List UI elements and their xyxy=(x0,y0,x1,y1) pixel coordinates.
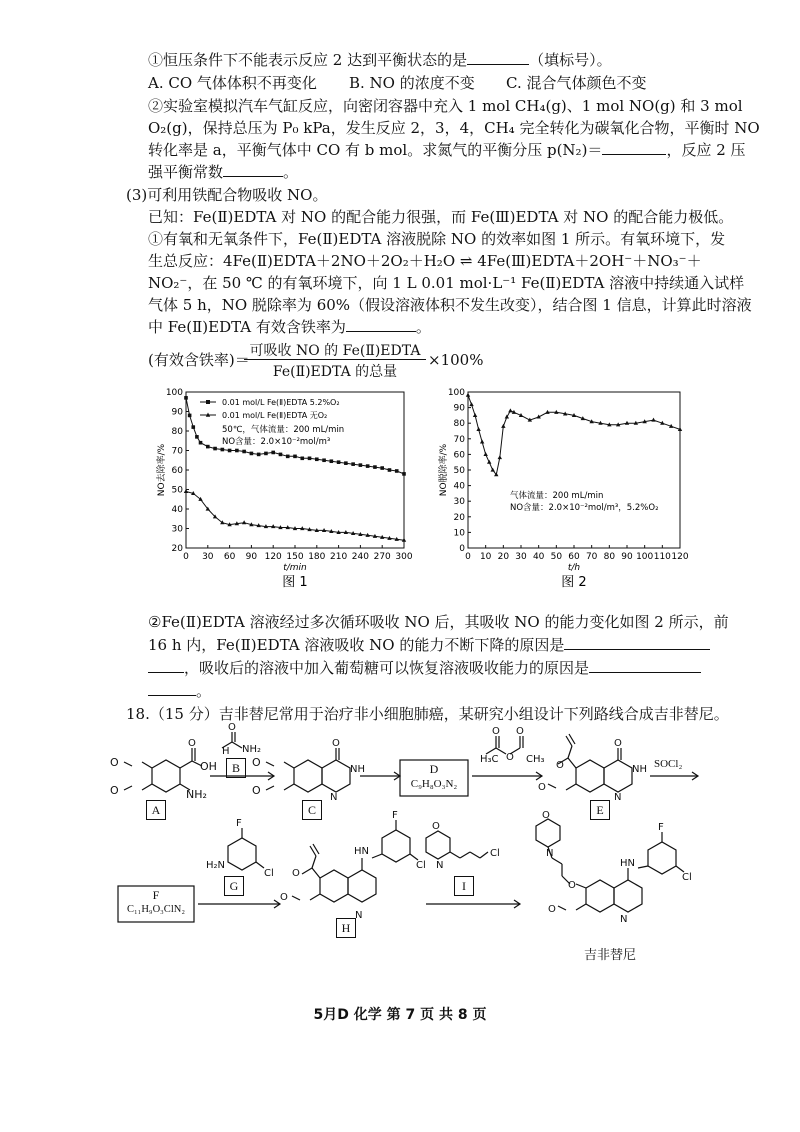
answer-blank[interactable] xyxy=(148,681,196,696)
svg-text:O: O xyxy=(506,752,514,763)
series-line xyxy=(186,398,404,474)
figure-caption: 图 2 xyxy=(561,575,587,590)
svg-text:O: O xyxy=(280,892,288,903)
data-point xyxy=(293,455,297,459)
svg-text:H: H xyxy=(222,746,230,757)
svg-text:O: O xyxy=(542,810,550,821)
q17-p2-l1: ②实验室模拟汽车气缸反应，向密闭容器中充入 1 mol CH₄(g)、1 mol NO(g) 和 3 mol xyxy=(148,97,743,115)
data-point xyxy=(279,453,283,457)
q17-p4-line3 xyxy=(148,658,701,678)
x-tick-label: 270 xyxy=(373,552,391,562)
compound-c-structure xyxy=(266,748,350,792)
data-point xyxy=(480,440,484,444)
svg-text:O: O xyxy=(538,782,546,793)
q17-p3-line3 xyxy=(148,273,744,293)
y-tick-label: 90 xyxy=(453,403,465,414)
q17-p1-text: ①恒压条件下不能表示反应 2 达到平衡状态的是 xyxy=(148,51,468,69)
q17-p4-l4-end: 。 xyxy=(196,682,212,700)
svg-text:O: O xyxy=(492,726,500,737)
x-tick-label: 0 xyxy=(465,552,471,562)
option-c: C. 混合气体颜色不变 xyxy=(506,74,647,92)
formula-rhs-text: ×100% xyxy=(428,351,484,369)
q18-header xyxy=(126,704,729,724)
series-line xyxy=(468,395,680,475)
data-point xyxy=(466,393,470,397)
data-point xyxy=(388,468,392,472)
label-d: D xyxy=(429,762,439,776)
data-point xyxy=(476,427,480,431)
q17-p3-l5-end: 。 xyxy=(415,318,431,336)
legend-marker xyxy=(206,400,210,404)
q17-p4-line1 xyxy=(148,612,729,632)
data-point xyxy=(257,453,261,457)
x-tick-label: 300 xyxy=(395,552,413,562)
figure-caption: 图 1 xyxy=(282,575,308,590)
label-c: C xyxy=(302,800,322,820)
page-footer: 5月D 化学 第 7 页 共 8 页 xyxy=(313,1007,487,1023)
answer-blank[interactable] xyxy=(564,635,710,650)
x-tick-label: 10 xyxy=(479,552,492,562)
svg-text:O: O xyxy=(332,738,340,749)
label-d-formula: C₉H₈O₃N₂ xyxy=(410,778,458,790)
data-point xyxy=(228,449,232,453)
data-point xyxy=(330,459,334,463)
label-i: I xyxy=(454,876,474,896)
x-tick-label: 120 xyxy=(671,552,689,562)
y-tick-label: 30 xyxy=(171,524,183,535)
x-tick-label: 70 xyxy=(585,552,598,562)
x-axis-label: t/h xyxy=(567,563,581,573)
data-point xyxy=(344,461,348,465)
svg-text:O: O xyxy=(516,726,524,737)
x-tick-label: 110 xyxy=(653,552,671,562)
x-tick-label: 60 xyxy=(568,552,580,562)
q17-p4-l1: ②Fe(Ⅱ)EDTA 溶液经过多次循环吸收 NO 后，其吸收 NO 的能力变化如图 2 所示，前 xyxy=(148,613,729,631)
q17-p3-l2: 生总反应：4Fe(Ⅱ)EDTA＋2NO＋2O₂＋H₂O ⇌ 4Fe(Ⅲ)EDTA＋2OH⁻＋NO₃⁻＋ xyxy=(148,252,702,270)
svg-text:HN: HN xyxy=(354,846,369,857)
chart-note: 50℃，气体流量：200 mL/min xyxy=(222,425,345,435)
svg-text:O: O xyxy=(228,722,236,733)
data-point xyxy=(380,466,384,470)
q17-p4-line4 xyxy=(148,681,211,701)
svg-text:H₂N: H₂N xyxy=(206,860,226,871)
svg-text:N: N xyxy=(546,848,554,859)
svg-text:O: O xyxy=(110,756,119,769)
svg-text:O: O xyxy=(568,880,576,891)
data-point xyxy=(242,450,246,454)
x-tick-label: 90 xyxy=(245,552,258,562)
label-h: H xyxy=(336,918,356,938)
compound-g-structure xyxy=(228,828,264,870)
svg-text:O: O xyxy=(432,821,440,832)
answer-blank[interactable] xyxy=(346,317,416,332)
section3-text: (3)可利用铁配合物吸收 NO。 xyxy=(126,186,328,204)
data-point xyxy=(235,449,239,453)
chart-note: NO含量：2.0×10⁻²mol/m³，5.2%O₂ xyxy=(510,503,659,513)
y-tick-label: 30 xyxy=(453,497,465,508)
svg-text:NH₂: NH₂ xyxy=(186,788,207,801)
data-point xyxy=(351,462,355,466)
data-point xyxy=(199,441,203,445)
data-point xyxy=(498,455,502,459)
svg-text:N: N xyxy=(620,914,628,925)
legend-entry: 0.01 mol/L Fe(Ⅱ)EDTA 5.2%O₂ xyxy=(222,398,340,407)
svg-text:O: O xyxy=(110,784,119,797)
series-line xyxy=(186,492,404,541)
formula-lhs-text: (有效含铁率)＝ xyxy=(148,351,250,369)
svg-text:Cl: Cl xyxy=(682,872,692,883)
svg-text:NH: NH xyxy=(632,764,647,775)
q17-p3-l1: ①有氧和无氧条件下，Fe(Ⅱ)EDTA 溶液脱除 NO 的效率如图 1 所示。有氧环境下，发 xyxy=(148,230,726,248)
q17-known xyxy=(148,207,733,227)
svg-text:O: O xyxy=(614,738,622,749)
q17-section3 xyxy=(126,185,327,205)
svg-text:CH₃: CH₃ xyxy=(526,754,545,765)
svg-text:O: O xyxy=(252,756,261,769)
product-label: 吉非替尼 xyxy=(584,948,637,963)
y-tick-label: 80 xyxy=(453,419,465,430)
q17-p2-line1 xyxy=(148,96,743,116)
q17-p2-l4: 强平衡常数 xyxy=(148,163,224,181)
option-b-wrap xyxy=(349,73,475,93)
y-tick-label: 100 xyxy=(165,388,183,398)
data-point xyxy=(242,520,246,524)
q17-options xyxy=(148,73,317,93)
q17-p3-l5: 中 Fe(Ⅱ)EDTA 有效含铁率为 xyxy=(148,318,346,336)
x-tick-label: 60 xyxy=(223,552,236,562)
label-e: E xyxy=(590,800,610,820)
formula-rhs xyxy=(428,350,483,370)
svg-text:O: O xyxy=(548,904,556,915)
q18-header-text: 18.（15 分）吉非替尼常用于治疗非小细胞肺癌，某研究小组设计下列路线合成吉非替尼。 xyxy=(126,705,729,723)
q17-p3-l3: NO₂⁻，在 50 ℃ 的有氧环境下，向 1 L 0.01 mol·L⁻¹ Fe(Ⅱ)EDTA 溶液中持续通入试样 xyxy=(148,274,745,292)
q17-p2-l2: O₂(g)，保持总压为 P₀ kPa，发生反应 2，3，4，CH₄ 完全转化为碳氧化合物，平衡时 NO xyxy=(148,119,760,137)
svg-text:O: O xyxy=(252,784,261,797)
y-tick-label: 90 xyxy=(171,407,183,418)
x-tick-label: 40 xyxy=(532,552,545,562)
formula-numerator: 可吸收 NO 的 Fe(Ⅱ)EDTA xyxy=(249,343,421,359)
label-g: G xyxy=(224,876,244,896)
label-f: F xyxy=(152,888,160,902)
svg-text:HN: HN xyxy=(620,858,635,869)
y-tick-label: 0 xyxy=(459,544,465,554)
data-point xyxy=(337,460,341,464)
compound-h-structure xyxy=(292,820,418,902)
reagent-socl2: SOCl₂ xyxy=(654,758,683,770)
svg-text:N: N xyxy=(330,792,338,803)
answer-blank[interactable] xyxy=(589,658,701,673)
data-point xyxy=(359,463,363,467)
y-tick-label: 40 xyxy=(453,481,465,492)
data-point xyxy=(206,445,210,449)
chart-note: 气体流量：200 mL/min xyxy=(510,491,604,501)
data-point xyxy=(271,451,275,455)
y-tick-label: 10 xyxy=(453,528,465,539)
x-tick-label: 0 xyxy=(183,552,189,562)
data-point xyxy=(213,447,217,451)
y-tick-label: 20 xyxy=(453,512,465,523)
q17-p2-line2 xyxy=(148,118,760,138)
q17-part2-subq1 xyxy=(148,50,612,70)
q17-p3-l4: 气体 5 h，NO 脱除率为 60%（假设溶液体积不发生改变），结合图 1 信息，计算此时溶液 xyxy=(148,296,752,314)
x-tick-label: 100 xyxy=(636,552,654,562)
x-tick-label: 90 xyxy=(621,552,633,562)
q17-p3-line2 xyxy=(148,251,702,271)
data-point xyxy=(195,435,199,439)
y-tick-label: 70 xyxy=(453,434,465,445)
q17-p2-l3b: ，反应 2 压 xyxy=(666,141,746,159)
data-point xyxy=(221,448,225,452)
data-point xyxy=(501,424,505,428)
y-tick-label: 60 xyxy=(453,450,465,461)
known-text: 已知：Fe(Ⅱ)EDTA 对 NO 的配合能力很强，而 Fe(Ⅲ)EDTA 对 NO 的配合能力极低。 xyxy=(148,208,734,226)
y-tick-label: 40 xyxy=(171,505,183,515)
q17-p3-line1 xyxy=(148,229,725,249)
x-tick-label: 240 xyxy=(351,552,369,562)
svg-text:NH₂: NH₂ xyxy=(242,744,262,755)
data-point xyxy=(373,465,377,469)
x-axis-label: t/min xyxy=(283,563,307,573)
q17-p3-line4 xyxy=(148,295,752,315)
legend-entry: 0.01 mol/L Fe(Ⅱ)EDTA 无O₂ xyxy=(222,411,328,420)
svg-text:N: N xyxy=(355,910,363,921)
svg-text:O: O xyxy=(556,760,564,771)
q17-p2-line4 xyxy=(148,162,298,182)
svg-text:Cl: Cl xyxy=(416,860,426,871)
y-tick-label: 60 xyxy=(171,466,183,476)
x-tick-label: 30 xyxy=(202,552,214,562)
data-point xyxy=(308,457,312,461)
compound-a-structure xyxy=(124,748,202,792)
q17-p2-l3a: 转化率是 a，平衡气体中 CO 有 b mol。求氮气的平衡分压 p(N₂)＝ xyxy=(148,141,603,159)
data-point xyxy=(469,402,473,406)
answer-blank[interactable] xyxy=(602,140,666,155)
svg-text:F: F xyxy=(392,810,398,821)
data-point xyxy=(191,425,195,429)
y-tick-label: 80 xyxy=(171,427,183,437)
svg-text:O: O xyxy=(292,868,300,879)
answer-blank[interactable] xyxy=(223,162,283,177)
x-tick-label: 50 xyxy=(550,552,563,562)
label-a: A xyxy=(146,800,166,820)
y-tick-label: 70 xyxy=(171,446,183,457)
data-point xyxy=(300,457,304,461)
q17-p2-line3 xyxy=(148,140,746,160)
svg-text:F: F xyxy=(236,818,242,829)
label-b: B xyxy=(226,758,246,778)
q17-p4-line2 xyxy=(148,635,710,655)
svg-text:F: F xyxy=(658,822,664,833)
svg-text:Cl: Cl xyxy=(264,868,274,879)
svg-text:OH: OH xyxy=(200,760,217,773)
svg-text:H₃C: H₃C xyxy=(480,754,499,765)
data-point xyxy=(487,460,491,464)
chart-note: NO含量：2.0×10⁻²mol/m³ xyxy=(222,437,331,447)
svg-text:Cl: Cl xyxy=(490,848,500,859)
q17-p4-l3: ，吸收后的溶液中加入葡萄糖可以恢复溶液吸收能力的原因是 xyxy=(184,659,590,677)
x-tick-label: 150 xyxy=(286,552,304,562)
svg-text:NH: NH xyxy=(350,764,365,775)
x-tick-label: 210 xyxy=(330,552,348,562)
y-tick-label: 100 xyxy=(447,388,465,398)
data-point xyxy=(315,457,319,461)
y-tick-label: 20 xyxy=(171,544,183,554)
answer-blank[interactable] xyxy=(148,658,184,673)
data-point xyxy=(286,455,290,459)
formula-denominator: Fe(Ⅱ)EDTA 的总量 xyxy=(272,364,398,380)
data-point xyxy=(264,452,268,456)
data-point xyxy=(483,452,487,456)
y-axis-label: NO脱除率/% xyxy=(439,443,449,497)
svg-text:N: N xyxy=(436,860,444,871)
answer-blank[interactable] xyxy=(467,50,529,65)
y-tick-label: 50 xyxy=(453,466,465,476)
data-point xyxy=(491,468,495,472)
data-point xyxy=(651,418,655,422)
x-tick-label: 30 xyxy=(515,552,527,562)
formula-lhs xyxy=(148,350,250,370)
x-tick-label: 180 xyxy=(308,552,326,562)
option-b: B. NO 的浓度不变 xyxy=(349,74,475,92)
data-point xyxy=(402,472,406,476)
svg-text:N: N xyxy=(614,792,622,803)
y-tick-label: 50 xyxy=(171,485,183,496)
data-point xyxy=(508,408,512,412)
data-point xyxy=(250,452,254,456)
q17-p1-end: （填标号）。 xyxy=(529,51,612,69)
figure-2-chart xyxy=(432,384,692,596)
data-point xyxy=(184,396,188,400)
data-point xyxy=(322,458,326,462)
fraction-bar xyxy=(244,359,426,360)
data-point xyxy=(188,414,192,418)
x-tick-label: 80 xyxy=(603,552,616,562)
option-a: A. CO 气体体积不再变化 xyxy=(148,74,317,92)
y-axis-label: NO去除率/% xyxy=(157,443,167,497)
label-f-formula: C₁₁H₉O₃ClN₂ xyxy=(127,904,185,915)
data-point xyxy=(473,413,477,417)
svg-text:O: O xyxy=(188,738,196,749)
q17-p2-l4-end: 。 xyxy=(283,163,299,181)
x-tick-label: 120 xyxy=(264,552,282,562)
option-c-wrap xyxy=(506,73,646,93)
data-point xyxy=(366,464,370,468)
compound-i-structure xyxy=(426,831,488,859)
q17-p3-line5 xyxy=(148,317,431,337)
data-point xyxy=(395,469,399,473)
x-tick-label: 20 xyxy=(497,552,510,562)
q17-p4-l2: 16 h 内，Fe(Ⅱ)EDTA 溶液吸收 NO 的能力不断下降的原因是 xyxy=(148,636,565,654)
figure-1-chart xyxy=(150,384,420,596)
